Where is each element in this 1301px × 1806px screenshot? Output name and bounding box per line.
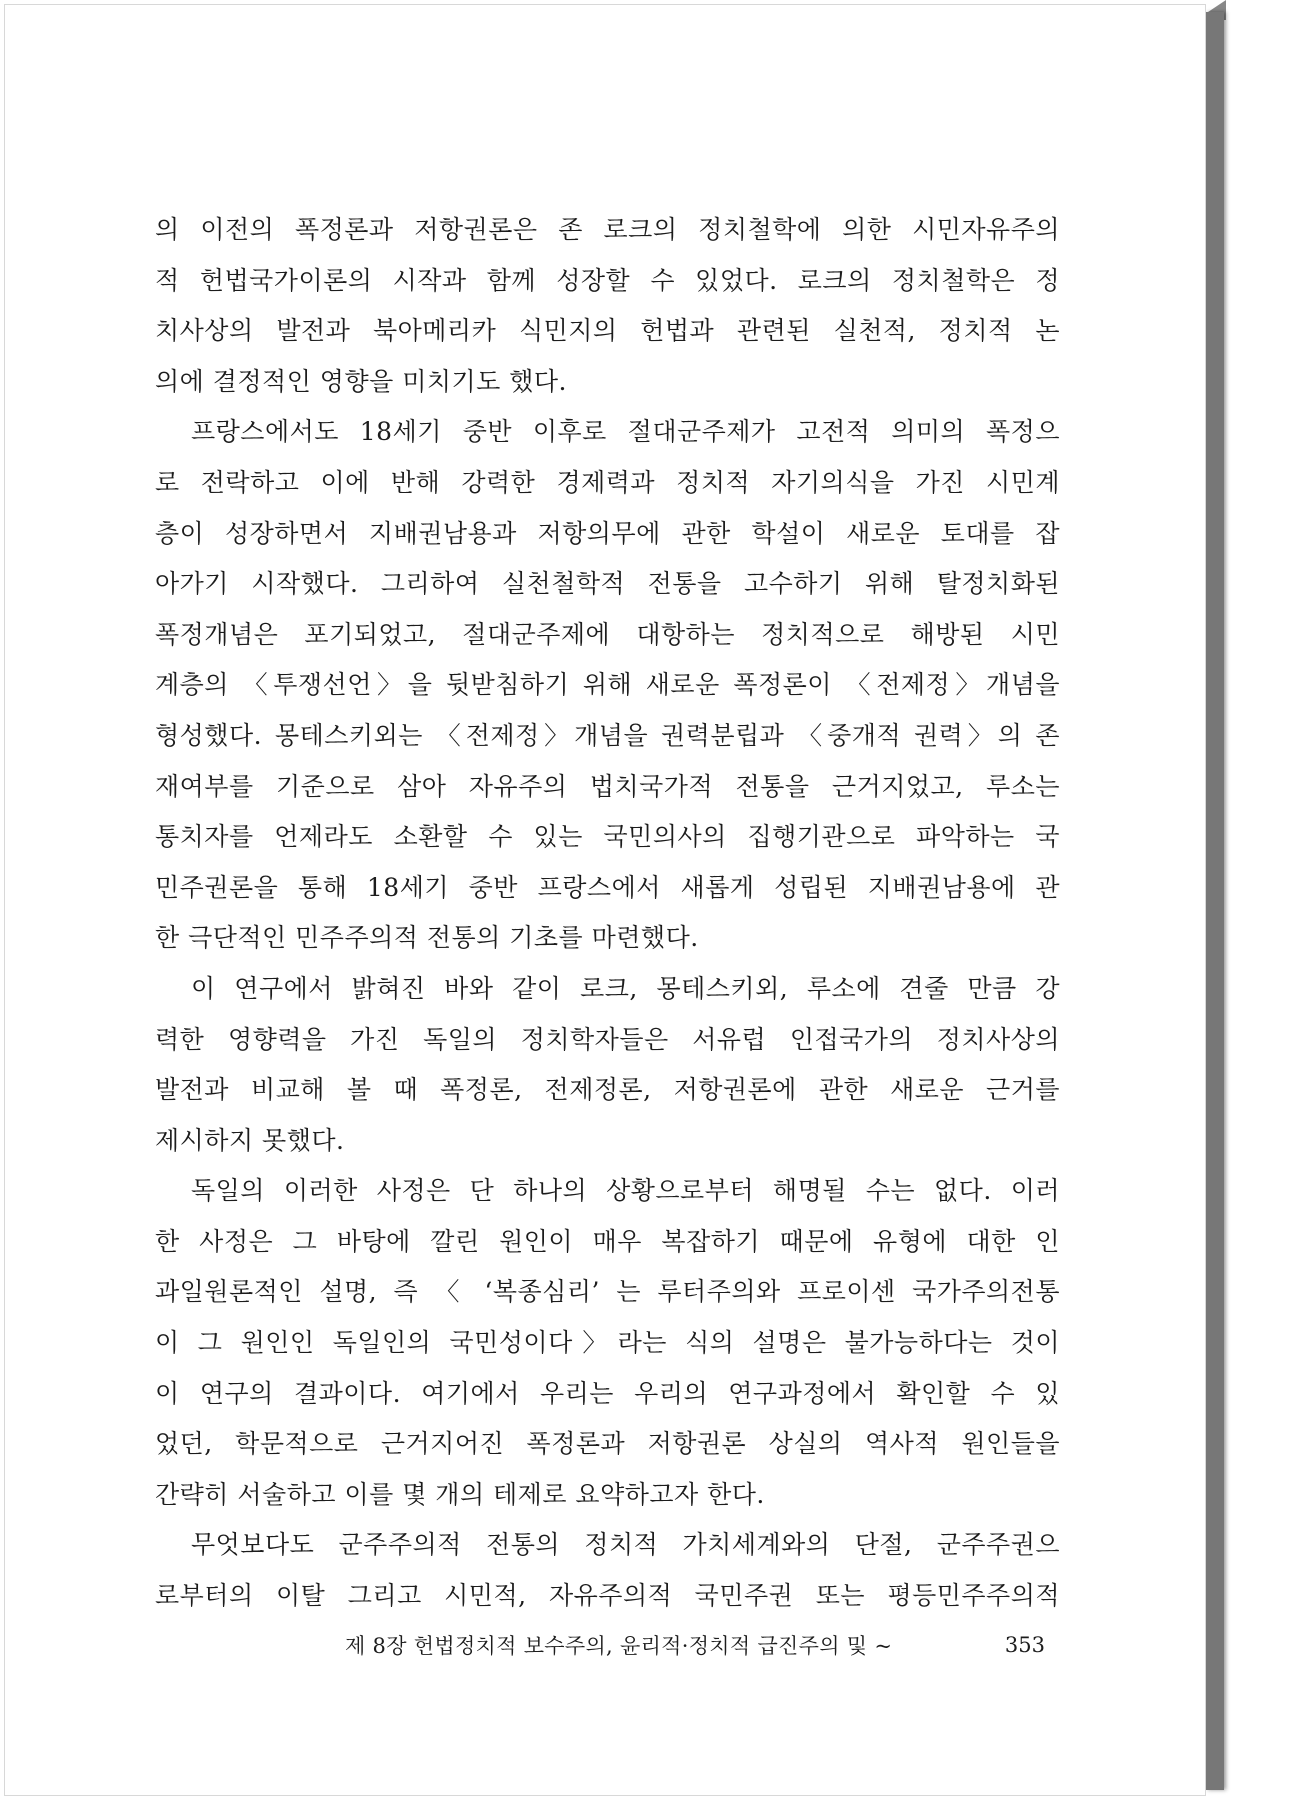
text-line: 재여부를 기준으로 삼아 자유주의 법치국가적 전통을 근거지었고, 루소는 [155, 771, 1060, 801]
text-line: 한 사정은 그 바탕에 깔린 원인이 매우 복잡하기 때문에 유형에 대한 인 [155, 1226, 1060, 1256]
text-line: 아가기 시작했다. 그리하여 실천철학적 전통을 고수하기 위해 탈정치화된 [155, 569, 1060, 599]
text-line: 통치자를 언제라도 소환할 수 있는 국민의사의 집행기관으로 파악하는 국 [155, 822, 1060, 852]
book-page [4, 4, 1206, 1796]
text-line: 제시하지 못했다. [155, 1125, 345, 1155]
text-line: 무엇보다도 군주주의적 전통의 정치적 가치세계와의 단절, 군주주권으 [191, 1530, 1060, 1560]
text-line: 프랑스에서도 18세기 중반 이후로 절대군주제가 고전적 의미의 폭정으 [191, 417, 1060, 447]
text-line: 발전과 비교해 볼 때 폭정론, 전제정론, 저항권론에 관한 새로운 근거를 [155, 1075, 1060, 1105]
text-line: 형성했다. 몽테스키외는 〈전제정〉개념을 권력분립과 〈중개적 권력〉의 존 [155, 720, 1060, 750]
running-head: 제 8장 헌법정치적 보수주의, 윤리적·정치적 급진주의 및 ~ [345, 1634, 893, 1658]
text-line: 이 연구의 결과이다. 여기에서 우리는 우리의 연구과정에서 확인할 수 있 [155, 1378, 1060, 1408]
text-line: 독일의 이러한 사정은 단 하나의 상황으로부터 해명될 수는 없다. 이러 [191, 1176, 1060, 1206]
page-footer [345, 1625, 1045, 1665]
text-line: 계층의 〈투쟁선언〉을 뒷받침하기 위해 새로운 폭정론이 〈전제정〉개념을 [155, 670, 1060, 700]
text-line: 이 연구에서 밝혀진 바와 같이 로크, 몽테스키외, 루소에 견줄 만큼 강 [191, 973, 1060, 1003]
text-line: 이 그 원인인 독일인의 국민성이다〉라는 식의 설명은 불가능하다는 것이 [155, 1328, 1060, 1358]
body-text [155, 205, 1060, 1622]
page-number: 353 [1004, 1633, 1045, 1657]
text-line: 치사상의 발전과 북아메리카 식민지의 헌법과 관련된 실천적, 정치적 논 [155, 316, 1060, 346]
text-line: 로부터의 이탈 그리고 시민적, 자유주의적 국민주권 또는 평등민주주의적 [155, 1581, 1060, 1611]
text-line: 적 헌법국가이론의 시작과 함께 성장할 수 있었다. 로크의 정치철학은 정 [155, 265, 1060, 295]
text-line: 층이 성장하면서 지배권남용과 저항의무에 관한 학설이 새로운 토대를 잡 [155, 518, 1060, 548]
text-line: 폭정개념은 포기되었고, 절대군주제에 대항하는 정치적으로 해방된 시민 [155, 619, 1060, 649]
text-line: 었던, 학문적으로 근거지어진 폭정론과 저항권론 상실의 역사적 원인들을 [155, 1429, 1060, 1459]
text-line: 한 극단적인 민주주의적 전통의 기초를 마련했다. [155, 923, 699, 953]
text-line: 간략히 서술하고 이를 몇 개의 테제로 요약하고자 한다. [155, 1479, 765, 1509]
text-line: 민주권론을 통해 18세기 중반 프랑스에서 새롭게 성립된 지배권남용에 관 [155, 872, 1060, 902]
text-line: 력한 영향력을 가진 독일의 정치학자들은 서유럽 인접국가의 정치사상의 [155, 1024, 1060, 1054]
text-line: 과일원론적인 설명, 즉 〈 ‘복종심리’ 는 루터주의와 프로이센 국가주의전통 [155, 1277, 1060, 1307]
page-edge-shadow [1206, 12, 1224, 1790]
text-line: 의에 결정적인 영향을 미치기도 했다. [155, 366, 567, 396]
text-line: 로 전락하고 이에 반해 강력한 경제력과 정치적 자기의식을 가진 시민계 [155, 467, 1060, 497]
text-line: 의 이전의 폭정론과 저항권론은 존 로크의 정치철학에 의한 시민자유주의 [155, 215, 1060, 244]
